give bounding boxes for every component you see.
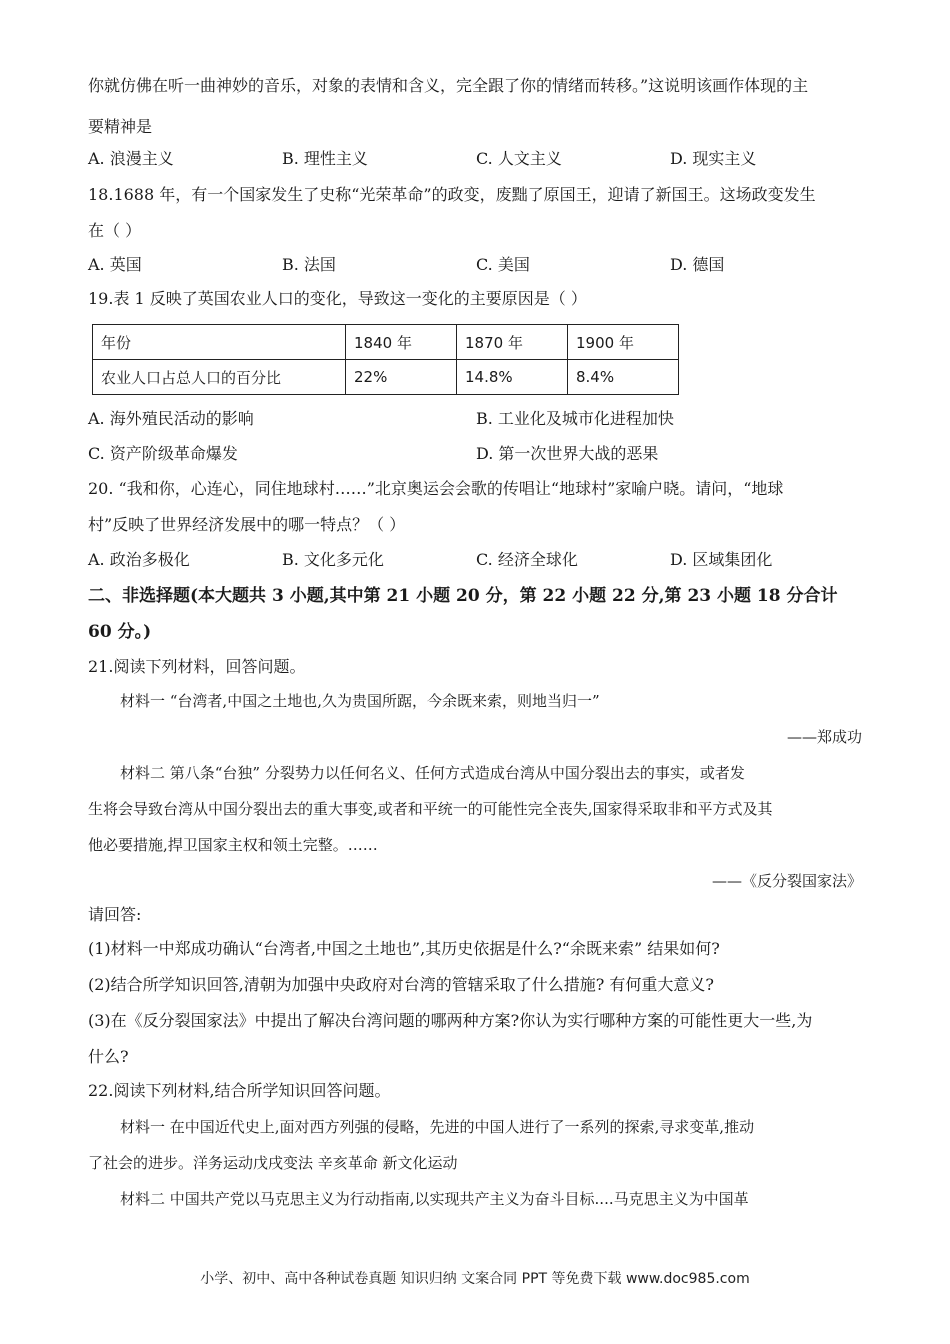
q21-subquestion-3: 什么? — [88, 1047, 129, 1066]
q19-option-a: A. 海外殖民活动的影响 — [88, 409, 254, 428]
table-cell: 农业人口占总人口的百分比 — [93, 360, 346, 395]
q21-subquestion-2: (2)结合所学知识回答,清朝为加强中央政府对台湾的管辖采取了什么措施? 有何重大意义? — [88, 975, 714, 994]
q21-subquestion-3: (3)在《反分裂国家法》中提出了解决台湾问题的哪两种方案?你认为实行哪种方案的可能性更大一些,为 — [88, 1011, 813, 1030]
q21-ask: 请回答: — [88, 905, 142, 924]
q21-material-2: 生将会导致台湾从中国分裂出去的重大事变,或者和平统一的可能性完全丧失,国家得采取非和平方式及其 — [88, 800, 773, 818]
q21-material-2: 材料二 第八条“台独” 分裂势力以任何名义、任何方式造成台湾从中国分裂出去的事实，或者发 — [120, 764, 745, 782]
q18-option-a: A. 英国 — [88, 255, 142, 274]
q18-option-b: B. 法国 — [282, 255, 336, 274]
q17-text-line: 要精神是 — [88, 117, 153, 136]
q22-material-2: 材料二 中国共产党以马克思主义为行动指南,以实现共产主义为奋斗目标....马克思主义为中国革 — [120, 1190, 749, 1208]
page-footer: 小学、初中、高中各种试卷真题 知识归纳 文案合同 PPT 等免费下载 www.doc985.com — [200, 1271, 750, 1287]
q20-stem: 村”反映了世界经济发展中的哪一特点？（ ） — [88, 515, 406, 534]
q21-material-1: 材料一 “台湾者,中国之土地也,久为贵国所踞，今余既来索，则地当归一” — [120, 692, 600, 710]
table-row — [93, 325, 679, 360]
table-header-cell: 1900 年 — [568, 325, 679, 360]
q20-option-b: B. 文化多元化 — [282, 550, 384, 569]
section-heading: 60 分。) — [88, 622, 152, 642]
q17-option-a: A. 浪漫主义 — [88, 149, 174, 168]
q17-option-b: B. 理性主义 — [282, 149, 368, 168]
table-header-cell: 1870 年 — [457, 325, 568, 360]
q18-option-c: C. 美国 — [476, 255, 530, 274]
table-row — [93, 360, 679, 395]
q19-stem: 19.表 1 反映了英国农业人口的变化，导致这一变化的主要原因是（ ） — [88, 289, 587, 308]
q21-subquestion-1: (1)材料一中郑成功确认“台湾者,中国之土地也”,其历史依据是什么?“余既来索” 结果如何? — [88, 939, 720, 958]
q17-text-line: 你就仿佛在听一曲神妙的音乐，对象的表情和含义，完全跟了你的情绪而转移。”这说明该画作体现的主 — [88, 76, 809, 95]
population-table — [92, 324, 679, 395]
q20-stem: 20. “我和你，心连心，同住地球村……”北京奥运会会歌的传唱让“地球村”家喻户晓。请问，“地球 — [88, 479, 784, 498]
q20-option-d: D. 区域集团化 — [670, 550, 773, 569]
q20-option-c: C. 经济全球化 — [476, 550, 578, 569]
q21-intro: 21.阅读下列材料，回答问题。 — [88, 657, 306, 676]
table-header-cell: 年份 — [93, 325, 346, 360]
q18-stem: 在（ ） — [88, 221, 142, 240]
q20-option-a: A. 政治多极化 — [88, 550, 190, 569]
q21-material-1-source: ——郑成功 — [786, 728, 862, 746]
q18-stem: 18.1688 年，有一个国家发生了史称“光荣革命”的政变，废黜了原国王，迎请了新国王。这场政变发生 — [88, 185, 816, 204]
q22-material-1: 了社会的进步。洋务运动戊戌变法 辛亥革命 新文化运动 — [88, 1154, 458, 1172]
section-heading: 二、非选择题(本大题共 3 小题,其中第 21 小题 20 分，第 22 小题 22 分,第 23 小题 18 分合计 — [88, 586, 838, 606]
q18-option-d: D. 德国 — [670, 255, 725, 274]
q21-material-2-source: ——《反分裂国家法》 — [711, 872, 862, 890]
table-cell: 8.4% — [568, 360, 679, 395]
q22-intro: 22.阅读下列材料,结合所学知识回答问题。 — [88, 1081, 391, 1100]
table-cell: 14.8% — [457, 360, 568, 395]
q22-material-1: 材料一 在中国近代史上,面对西方列强的侵略，先进的中国人进行了一系列的探索,寻求变革,推动 — [120, 1118, 755, 1136]
q17-option-d: D. 现实主义 — [670, 149, 757, 168]
q17-option-c: C. 人文主义 — [476, 149, 562, 168]
q19-option-c: C. 资产阶级革命爆发 — [88, 444, 238, 463]
table-cell: 22% — [346, 360, 457, 395]
q19-option-d: D. 第一次世界大战的恶果 — [476, 444, 659, 463]
q21-material-2: 他必要措施,捍卫国家主权和领土完整。…… — [88, 836, 378, 854]
q19-option-b: B. 工业化及城市化进程加快 — [476, 409, 674, 428]
table-header-cell: 1840 年 — [346, 325, 457, 360]
